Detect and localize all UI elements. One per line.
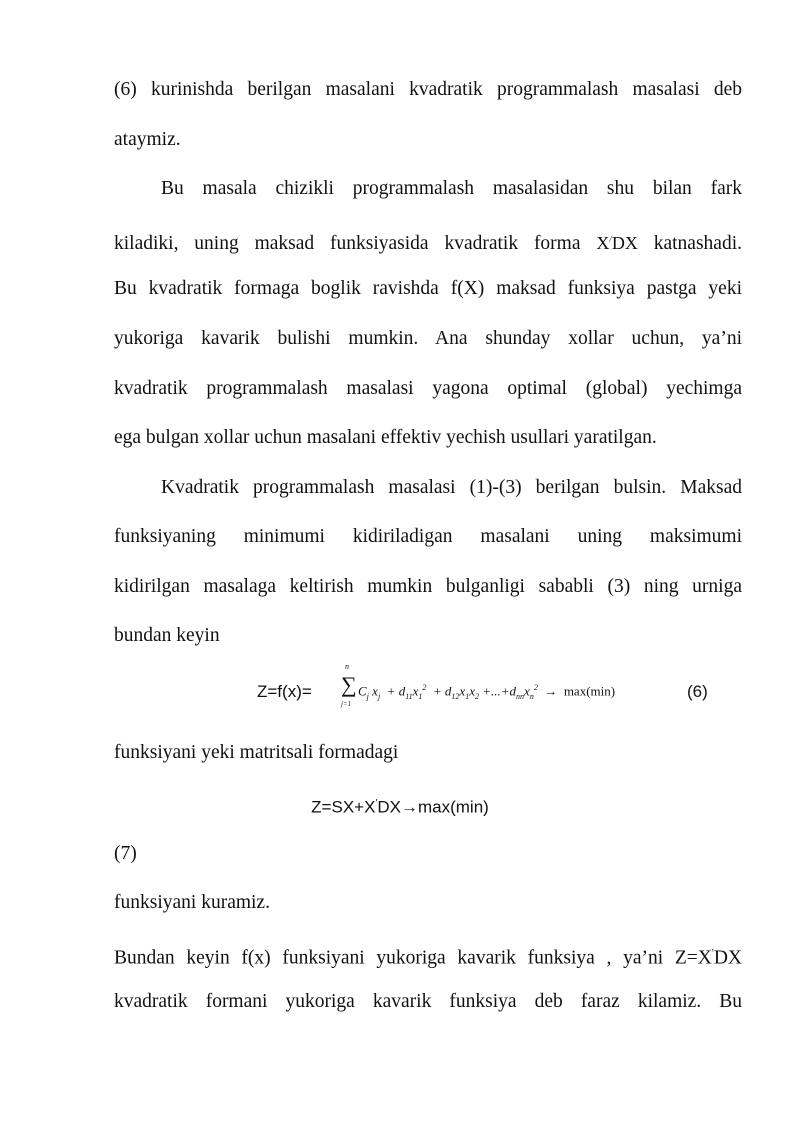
formula-lhs: Z=f(x)=	[257, 682, 312, 701]
paragraph-line: ataymiz.	[114, 129, 181, 150]
paragraph-line: kvadratik programmalash masalasi yagona optimal (global) yechimga	[114, 378, 742, 399]
formula-body: $C_j$ $x_j + d_{11}x_1^2 + d_{12}x_1x_2 +...+d_{nn}x_n^2 \to \max(\min)$	[358, 683, 616, 701]
paragraph-line: funksiyani yeki matritsali formadagi	[114, 742, 399, 763]
paragraph-line: Bu masala chizikli programmalash masalasidan shu bilan fark	[161, 178, 742, 199]
formula-6	[257, 662, 737, 720]
sum-symbol: n ∑ j=1	[341, 662, 357, 708]
paragraph-line: funksiyaning minimumi kidiriladigan masalani uning maksimumi	[114, 526, 742, 547]
paragraph-line: bundan keyin	[114, 625, 220, 646]
paragraph-line: Bundan keyin f(x) funksiyani yukoriga kavarik funksiya , ya’ni Z=X'DX	[114, 947, 742, 969]
text-segment: kiladiki, uning maksad funksiyasida kvadratik forma	[114, 233, 581, 254]
paragraph-line	[114, 227, 742, 256]
paragraph-line: yukoriga kavarik bulishi mumkin. Ana shunday xollar uchun, ya’ni	[114, 328, 742, 349]
quadratic-form: X/DX	[596, 233, 638, 253]
equation-number: (7)	[114, 843, 137, 864]
paragraph-line: Kvadratik programmalash masalasi (1)-(3) berilgan bulsin. Maksad	[161, 477, 742, 498]
paragraph-line: kvadratik formani yukoriga kavarik funksiya deb faraz kilamiz. Bu	[114, 991, 742, 1012]
paragraph-line: funksiyani kuramiz.	[114, 892, 270, 913]
paragraph-line: (6) kurinishda berilgan masalani kvadratik programmalash masalasi deb	[114, 79, 742, 100]
equation-number: (6)	[687, 682, 708, 701]
paragraph-line: kidirilgan masalaga keltirish mumkin bulganligi sababli (3) ning urniga	[114, 576, 742, 597]
paragraph-line: Bu kvadratik formaga boglik ravishda f(X) maksad funksiya pastga yeki	[114, 278, 742, 299]
paragraph-line: ega bulgan xollar uchun masalani effektiv yechish usullari yaratilgan.	[114, 427, 657, 448]
text-segment: katnashadi.	[653, 233, 742, 254]
formula-7: Z=SX+X'DX→max(min)	[311, 797, 489, 817]
